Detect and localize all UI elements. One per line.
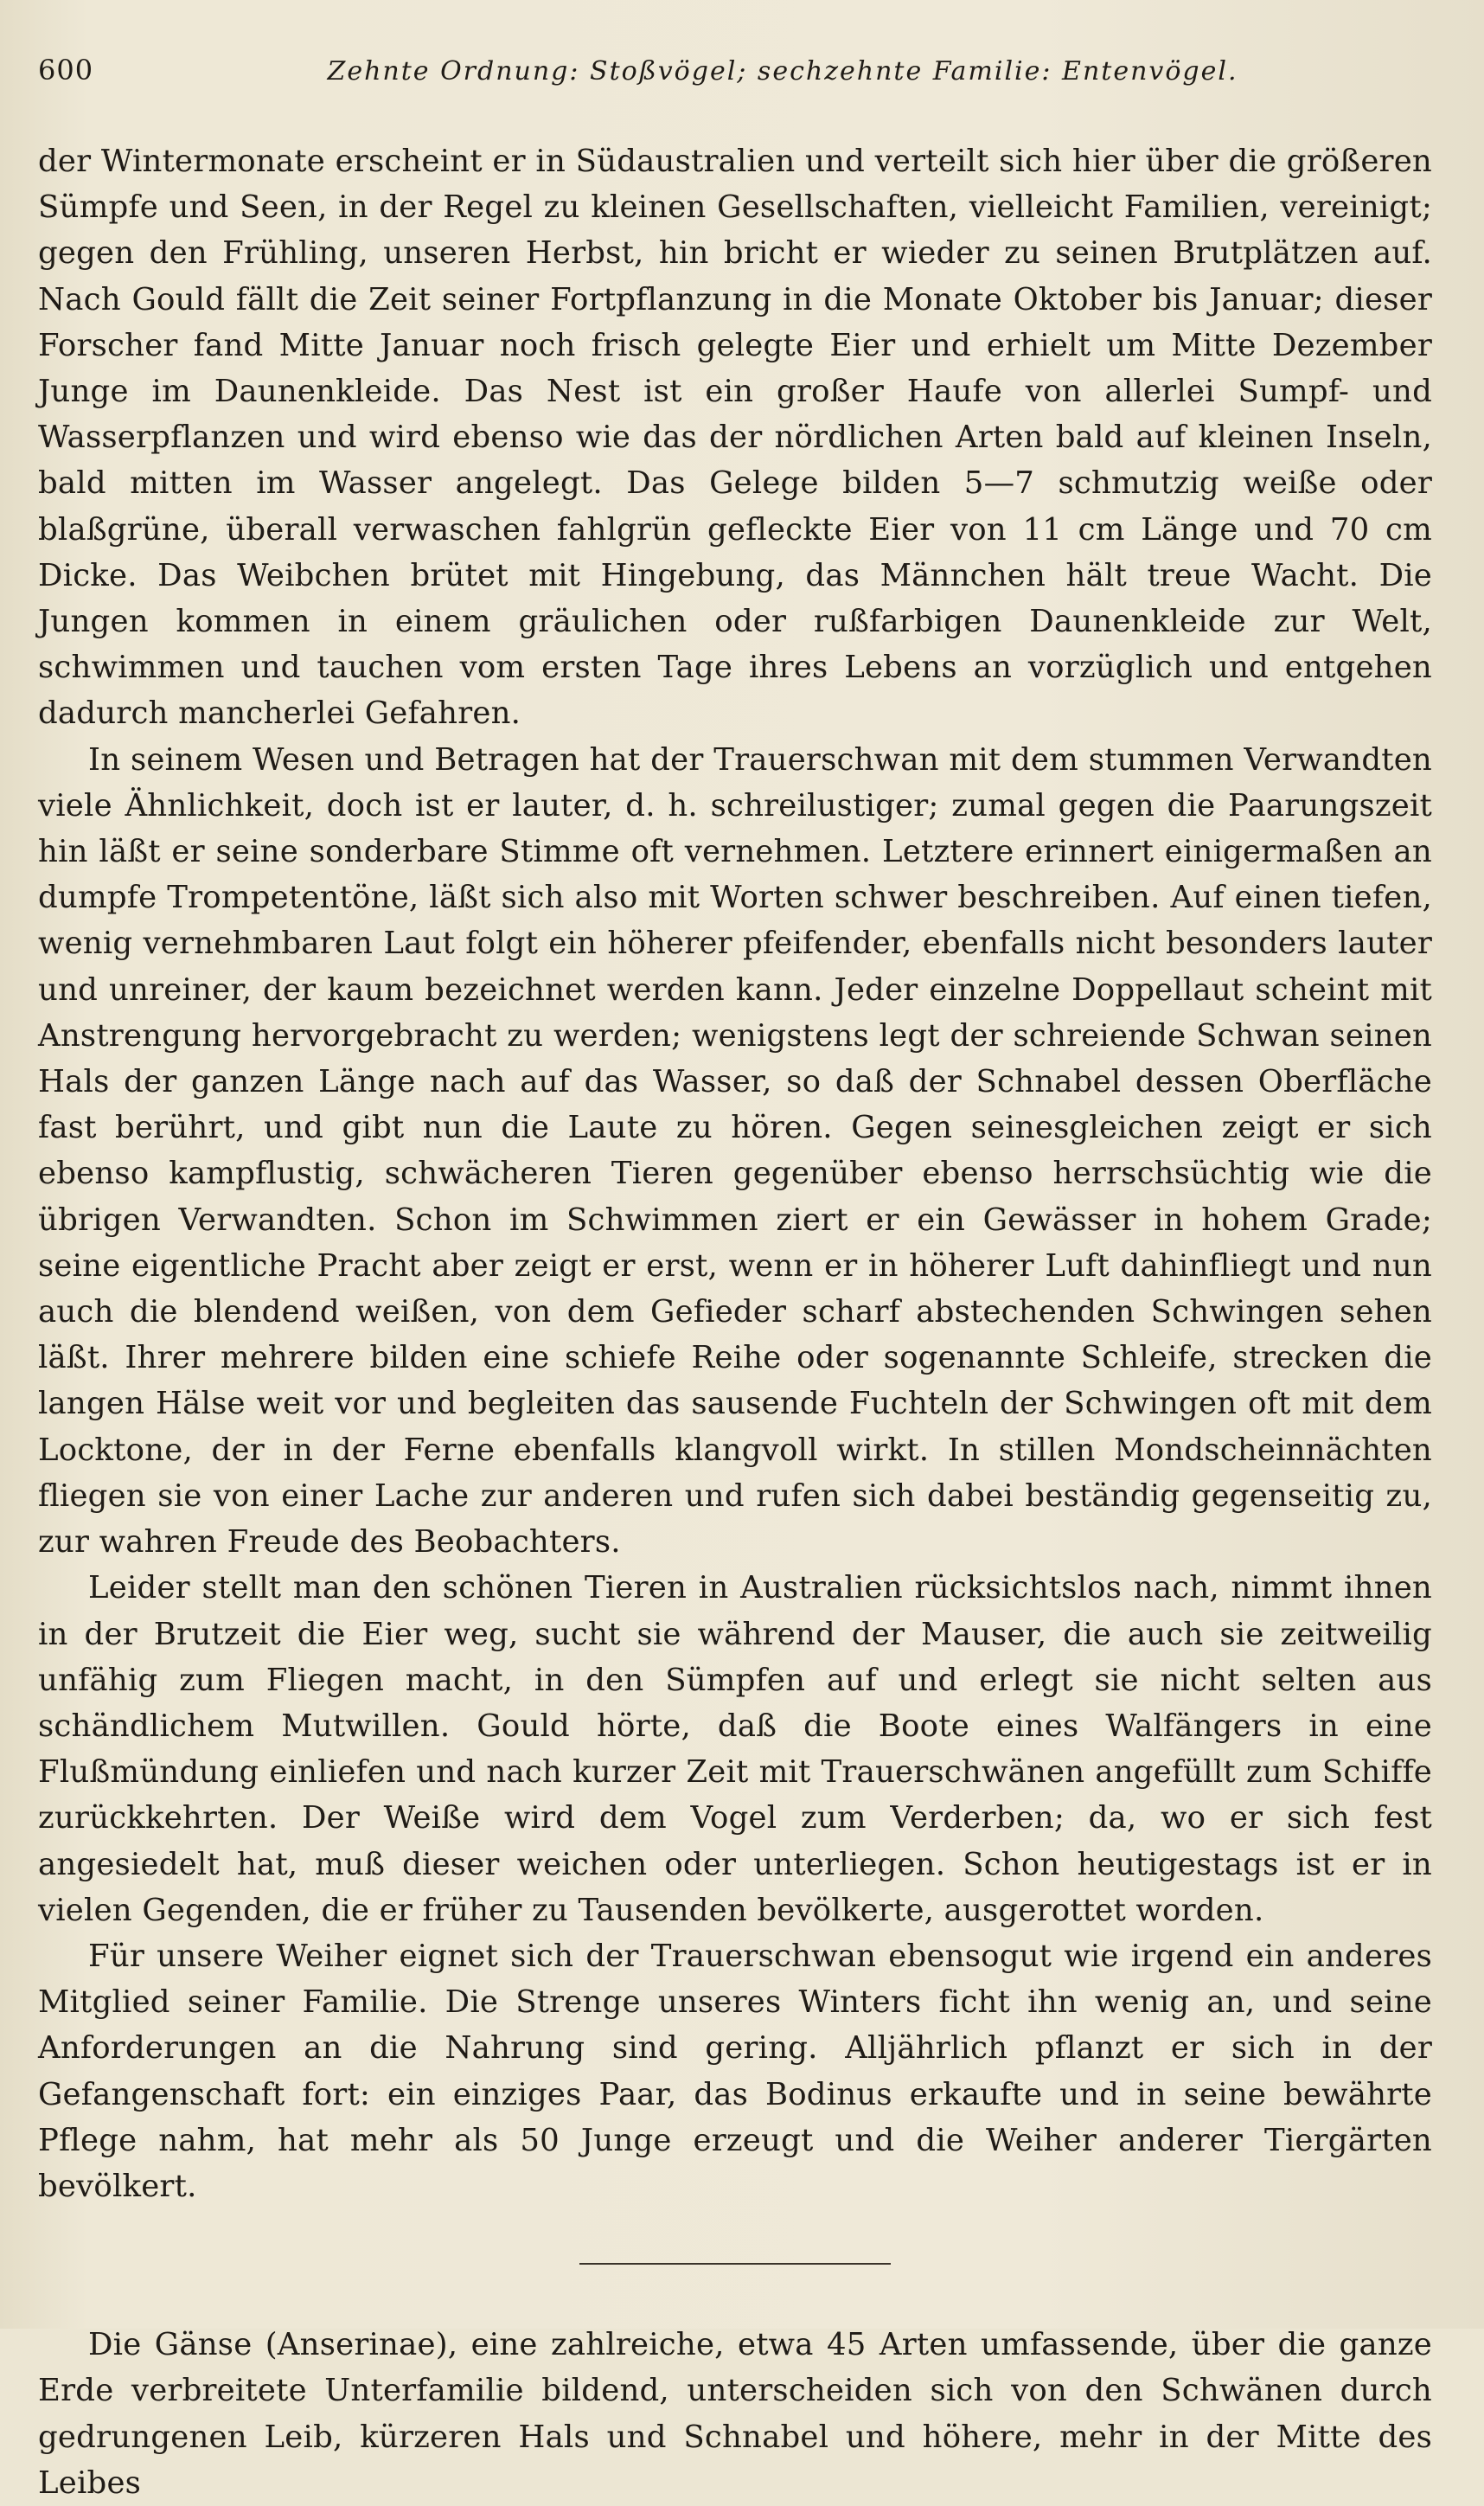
paragraph-continued: der Wintermonate erscheint er in Südaustralien und verteilt sich hier über die größeren Sümpfe und Seen, in der Regel zu kleinen Gesellschaften, vielleicht Familien, vereinigt; gegen den Frühling, unseren Herbst, hin bricht er wieder zu seinen Brutplätzen auf. Nach Gould fällt die Zeit seiner Fortpflanzung in die Monate Oktober bis Januar; dieser Forscher fand Mitte Januar noch frisch gelegte Eier und erhielt um Mitte Dezember Junge im Daunenkleide. Das Nest ist ein großer Haufe von allerlei Sumpf- und Wasserpflanzen und wird ebenso wie das der nördlichen Arten bald auf kleinen Inseln, bald mitten im Wasser angelegt. Das Gelege bilden 5—7 schmutzig weiße oder blaßgrüne, überall verwaschen fahlgrün gefleckte Eier von 11 cm Länge und 70 cm Dicke. Das Weibchen brütet mit Hingebung, das Männchen hält treue Wacht. Die Jungen kommen in einem gräulichen oder rußfarbigen Daunenkleide zur Welt, schwimmen und tauchen vom ersten Tage ihres Lebens an vorzüglich und entgehen dadurch mancherlei Gefahren. — [38, 144, 1432, 732]
page-number: 600 — [38, 54, 94, 87]
paragraph-captivity: Für unsere Weiher eignet sich der Trauerschwan ebensogut wie irgend ein anderes Mitglied seiner Familie. Die Strenge unseres Winters ficht ihn wenig an, und seine Anforderungen an die Nahrung sind gering. Alljährlich pflanzt er sich in der Gefangenschaft fort: ein einziges Paar, das Bodinus erkaufte und in seine bewährte Pflege nahm, hat mehr als 50 Junge erzeugt und die Weiher anderer Tiergärten bevölkert. — [38, 1938, 1432, 2204]
body-text — [38, 138, 1432, 2506]
paragraph-behavior: In seinem Wesen und Betragen hat der Trauerschwan mit dem stummen Verwandten viele Ähnlichkeit, doch ist er lauter, d. h. schreilustiger; zumal gegen die Paarungszeit hin läßt er seine sonderbare Stimme oft vernehmen. Letztere erinnert einigermaßen an dumpfe Trompetentöne, läßt sich also mit Worten schwer beschreiben. Auf einen tiefen, wenig vernehmbaren Laut folgt ein höherer pfeifender, ebenfalls nicht besonders lauter und unreiner, der kaum bezeichnet werden kann. Jeder einzelne Doppellaut scheint mit Anstrengung hervorgebracht zu werden; wenigstens legt der schreiende Schwan seinen Hals der ganzen Länge nach auf das Wasser, so daß der Schnabel dessen Oberfläche fast berührt, und gibt nun die Laute zu hören. Gegen seinesgleichen zeigt er sich ebenso kampflustig, schwächeren Tieren gegenüber ebenso herrschsüchtig wie die übrigen Verwandten. Schon im Schwimmen ziert er ein Gewässer in hohem Grade; seine eigentliche Pracht aber zeigt er erst, wenn er in höherer Luft dahinfliegt und nun auch die blendend weißen, von dem Gefieder scharf abstechenden Schwingen sehen läßt. Ihrer mehrere bilden eine schiefe Reihe oder sogenannte Schleife, strecken die langen Hälse weit vor und begleiten das sausende Fuchteln der Schwingen oft mit dem Locktone, der in der Ferne ebenfalls klangvoll wirkt. In stillen Mondscheinnächten fliegen sie von einer Lache zur anderen und rufen sich dabei beständig gegenseitig zu, zur wahren Freude des Beobachters. — [38, 741, 1432, 1561]
page-header — [38, 54, 1432, 104]
section-divider — [579, 2263, 891, 2265]
running-head: Zehnte Ordnung: Stoßvögel; sechzehnte Familie: Entenvögel. — [327, 56, 1238, 87]
paragraph-geese-intro: Die Gänse (Anserinae), eine zahlreiche, etwa 45 Arten umfassende, über die ganze Erde verbreitete Unterfamilie bildend, unterscheiden sich von den Schwänen durch gedrungenen Leib, kürzeren Hals und Schnabel und höhere, mehr in der Mitte des Leibes — [38, 2327, 1432, 2501]
paragraph-persecution: Leider stellt man den schönen Tieren in Australien rücksichtslos nach, nimmt ihnen in der Brutzeit die Eier weg, sucht sie während der Mauser, die auch sie zeitweilig unfähig zum Fliegen macht, in den Sümpfen auf und erlegt sie nicht selten aus schändlichem Mutwillen. Gould hörte, daß die Boote eines Walfängers in eine Flußmündung einliefen und nach kurzer Zeit mit Trauerschwänen angefüllt zum Schiffe zurückkehrten. Der Weiße wird dem Vogel zum Verderben; da, wo er sich fest angesiedelt hat, muß dieser weichen oder unterliegen. Schon heutigestags ist er in vielen Gegenden, die er früher zu Tausenden bevölkerte, ausgerottet worden. — [38, 1570, 1432, 1928]
